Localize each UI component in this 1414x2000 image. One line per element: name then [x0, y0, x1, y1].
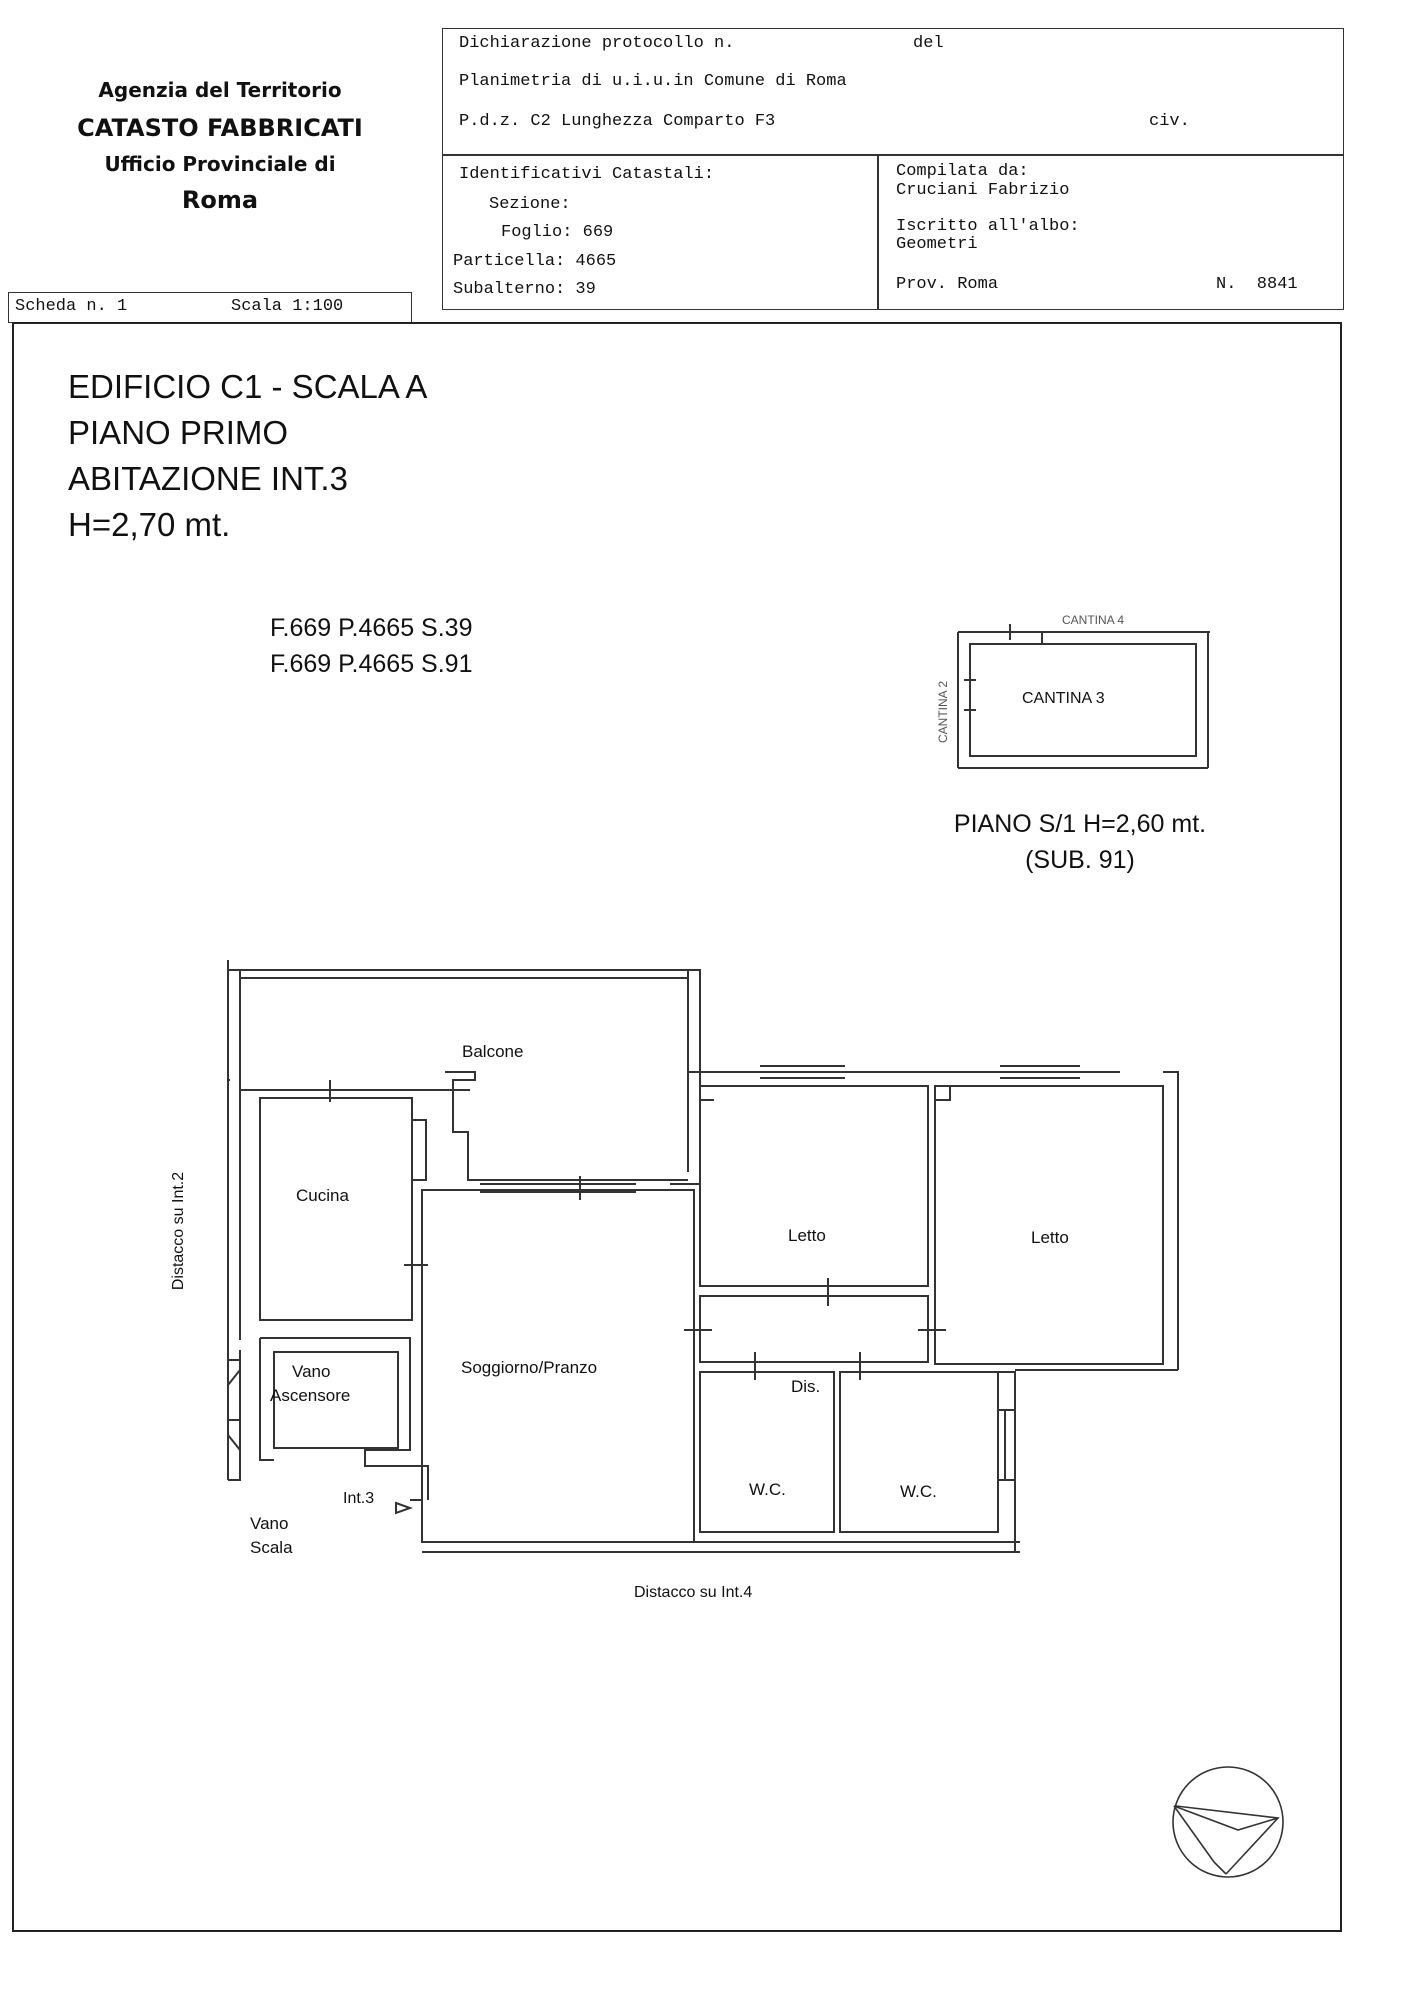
scheda-box: [8, 292, 412, 323]
pdz-label: P.d.z. C2 Lunghezza Comparto F3: [459, 112, 776, 131]
protocol-label: Dichiarazione protocollo n.: [459, 34, 735, 53]
scala-label: Scala 1:100: [231, 297, 344, 316]
room-disimpegno: Dis.: [791, 1377, 821, 1396]
room-vano-ascensore-line1: Vano: [292, 1362, 331, 1381]
compiler-name: Cruciani Fabrizio: [896, 181, 1070, 200]
height-title: H=2,70 mt.: [68, 506, 231, 543]
albo-value: Geometri: [896, 235, 978, 254]
basement-floor-caption: PIANO S/1 H=2,60 mt.: [953, 810, 1207, 838]
agency-name: Agenzia del Territorio: [98, 78, 342, 102]
foglio-value: Foglio: 669: [501, 223, 614, 242]
declaration-box: [442, 28, 1344, 156]
room-wc-1: W.C.: [749, 1480, 786, 1499]
distacco-int2-label: Distacco su Int.2: [170, 1171, 188, 1291]
room-balcone: Balcone: [462, 1042, 524, 1061]
floor-title: PIANO PRIMO: [68, 414, 289, 451]
room-vano-scala-line2: Scala: [250, 1538, 293, 1557]
ufficio-city: Roma: [181, 186, 259, 214]
province-label: Prov. Roma: [896, 275, 999, 294]
building-title: EDIFICIO C1 - SCALA A: [68, 368, 428, 405]
reference-sub91: F.669 P.4665 S.91: [270, 650, 473, 678]
compiler-box: [877, 154, 1344, 310]
registration-number: N. 8841: [1216, 275, 1298, 294]
room-vano-scala-line1: Vano: [250, 1514, 289, 1533]
identifiers-box: [442, 154, 879, 310]
compilata-label: Compilata da:: [896, 162, 1029, 181]
entrance-int3-label: Int.3: [343, 1490, 375, 1507]
reference-sub39: F.669 P.4665 S.39: [270, 614, 473, 642]
identifiers-title: Identificativi Catastali:: [459, 165, 715, 184]
particella-value: Particella: 4665: [453, 252, 617, 271]
distacco-int4-label: Distacco su Int.4: [634, 1584, 753, 1601]
subalterno-value: Subalterno: 39: [453, 280, 596, 299]
north-arrow-icon: [1168, 1762, 1290, 1884]
scheda-number: Scheda n. 1: [15, 297, 128, 316]
civ-label: civ.: [1149, 112, 1190, 131]
room-vano-ascensore-line2: Ascensore: [270, 1386, 351, 1405]
room-letto-2: Letto: [1031, 1228, 1069, 1247]
cantina-4-label: CANTINA 4: [1062, 613, 1125, 627]
cantina-3-label: CANTINA 3: [1022, 690, 1105, 707]
cantina-2-label: CANTINA 2: [936, 680, 951, 744]
room-cucina: Cucina: [296, 1186, 349, 1205]
protocol-date-label: del: [913, 34, 944, 53]
room-letto-1: Letto: [788, 1226, 826, 1245]
iscritto-label: Iscritto all'albo:: [896, 217, 1080, 236]
room-soggiorno: Soggiorno/Pranzo: [461, 1358, 598, 1377]
room-wc-2: W.C.: [900, 1482, 937, 1501]
sezione-label: Sezione:: [489, 195, 571, 214]
unit-title: ABITAZIONE INT.3: [68, 460, 348, 497]
basement-sub-caption: (SUB. 91): [1025, 846, 1135, 874]
catasto-title: CATASTO FABBRICATI: [77, 114, 363, 142]
planimetria-label: Planimetria di u.i.u.in Comune di Roma: [459, 72, 847, 91]
ufficio-label: Ufficio Provinciale di: [104, 152, 336, 176]
